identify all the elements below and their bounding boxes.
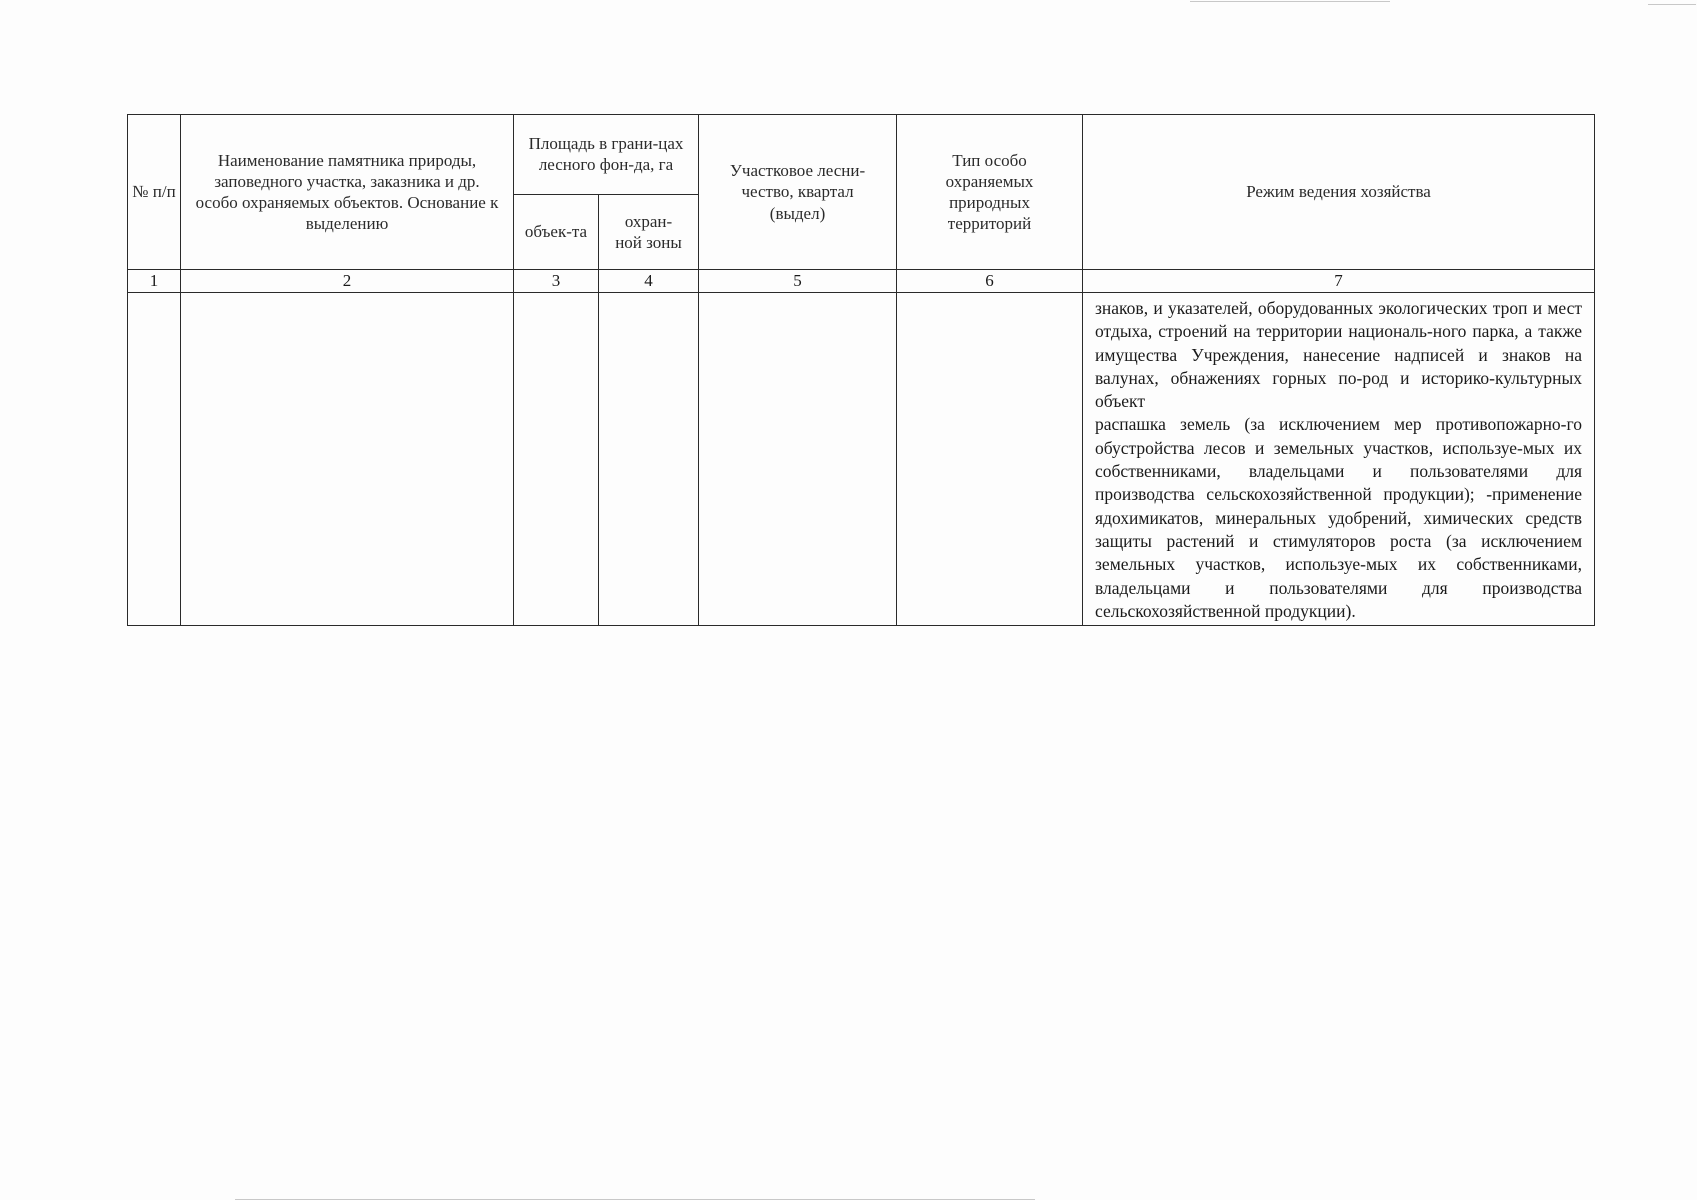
- header-number: № п/п: [128, 115, 181, 270]
- header-area-object: объек-та: [514, 194, 599, 270]
- column-number: 6: [897, 270, 1083, 293]
- column-number: 7: [1083, 270, 1595, 293]
- column-number: 2: [181, 270, 514, 293]
- column-number: 3: [514, 270, 599, 293]
- column-number: 1: [128, 270, 181, 293]
- cell-area-object: [514, 293, 599, 626]
- scan-artifact-line: [1648, 4, 1696, 5]
- header-name: Наименование памятника природы, заповедного участка, заказника и др. особо охраняемых объектов. Основание к выделению: [181, 115, 514, 270]
- header-area-group: Площадь в грани-цах лесного фон-да, га: [514, 115, 699, 195]
- cell-number: [128, 293, 181, 626]
- header-area-protection-zone: охран-ной зоны: [599, 194, 699, 270]
- protected-areas-table: [127, 114, 1595, 626]
- header-row-1: [128, 115, 1595, 195]
- column-number-row: [128, 270, 1595, 293]
- regime-paragraph: знаков, и указателей, оборудованных экологических троп и мест отдыха, строений на территории националь-ного парка, а также имущества Учреждения, нанесение надписей и знаков на валунах, обнажениях горных по-род и историко-культурных объект: [1095, 298, 1583, 412]
- cell-name: [181, 293, 514, 626]
- column-number: 4: [599, 270, 699, 293]
- cell-management-regime: [1083, 293, 1595, 626]
- header-management-regime: Режим ведения хозяйства: [1083, 115, 1595, 270]
- regime-paragraph: распашка земель (за исключением мер противопожарно-го обустройства лесов и земельных участков, используе-мых их собственниками, владельцами и пользователями для производства сельскохозяйственной продукции); -применение ядохимикатов, минеральных удобрений, химических средств защиты растений и стимуляторов роста (за исключением земельных участков, используе-мых их собственниками, владельцами и пользователями для производства сельскохозяйственной продукции).: [1095, 414, 1583, 621]
- table-row: [128, 293, 1595, 626]
- cell-area-protection-zone: [599, 293, 699, 626]
- header-territory-type: Тип особо охраняемых природных территорий: [897, 115, 1083, 270]
- header-forestry: Участковое лесни-чество, квартал (выдел): [699, 115, 897, 270]
- scan-artifact-line: [1190, 1, 1390, 2]
- column-number: 5: [699, 270, 897, 293]
- cell-forestry: [699, 293, 897, 626]
- cell-territory-type: [897, 293, 1083, 626]
